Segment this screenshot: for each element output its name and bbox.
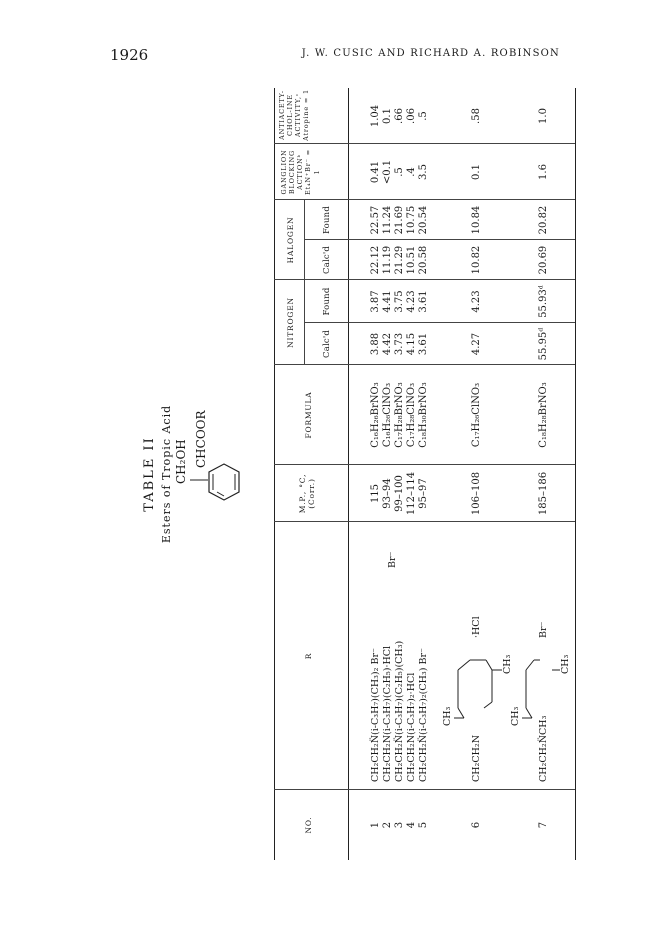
row-3-ganglion: .5 <box>394 167 405 177</box>
row-6-n-found: 4.23 <box>471 290 482 313</box>
row-4-halogen-found: 10.75 <box>406 205 417 235</box>
header-halogen: HALOGEN <box>286 216 295 264</box>
row-4-n-calcd: 4.15 <box>406 332 417 356</box>
row-5-r: CH₂CH₂N̈(i-C₃H₇)₂(CH₃) Br⁻ <box>418 647 429 782</box>
header-bottom-rule <box>348 88 349 860</box>
row-5-no: 5 <box>418 821 429 829</box>
row-6-n-calcd: 4.27 <box>471 332 482 356</box>
row-4-formula: C₁₇H₂₈ClNO₃ <box>406 382 417 448</box>
row-7-methyl-bottom: CH₃ <box>560 654 571 674</box>
row-4-halogen-calcd: 10.51 <box>406 245 417 275</box>
row-7-methyl-top: CH₃ <box>510 706 521 726</box>
row-6-methyl-top: CH₃ <box>442 706 453 726</box>
row-7-ganglion: 1.6 <box>538 164 549 180</box>
row-2-mp: 93–94 <box>382 478 393 509</box>
row-1-no: 1 <box>370 821 381 829</box>
row-6-piperidine-ring <box>452 650 504 730</box>
running-head <box>110 46 560 66</box>
header-halogen-found: Found <box>322 206 332 234</box>
row-5-antiacetyl: .5 <box>418 111 429 121</box>
nitrogen-subheader-rule <box>304 280 305 365</box>
header-formula: FORMULA <box>304 391 313 439</box>
row-1-n-calcd: 3.88 <box>370 332 381 356</box>
table-bottom-rule <box>575 88 576 860</box>
header-nitrogen: NITROGEN <box>286 297 295 348</box>
row-7-halogen-calcd: 20.69 <box>538 245 549 275</box>
row-7-formula: C₁₈H₂₈BrNO₃ <box>538 382 549 448</box>
row-6-r: CH₂CH₂N <box>471 734 482 782</box>
table-subtitle: Esters of Tropic Acid <box>160 404 173 544</box>
row-4-antiacetyl: .06 <box>406 108 417 124</box>
row-3-halogen-found: 21.69 <box>394 205 405 235</box>
row-7-no: 7 <box>538 821 549 829</box>
row-4-n-found: 4.23 <box>406 290 417 313</box>
row-3-n-found: 3.75 <box>394 290 405 313</box>
row-7-mp: 185–186 <box>538 471 549 516</box>
row-4-no: 4 <box>406 821 417 829</box>
table-title: TABLE II <box>142 436 157 512</box>
row-7-halogen-found: 20.82 <box>538 205 549 235</box>
header-nitrogen-found: Found <box>322 287 332 316</box>
benzene-ring-structure <box>186 460 246 520</box>
row-3-r-anion: Br⁻ <box>387 551 398 568</box>
header-no: NO. <box>304 816 313 834</box>
row-3-halogen-calcd: 21.29 <box>394 245 405 275</box>
row-1-r: CH₂CH₂N̈(i-C₃H₇)(CH₃)₂ Br⁻ <box>370 647 381 782</box>
row-1-ganglion: 0.41 <box>370 160 381 184</box>
row-6-no: 6 <box>471 821 482 829</box>
row-6-ganglion: 0.1 <box>471 164 482 180</box>
header-nitrogen-calcd: Calc'd <box>322 329 332 359</box>
header-r: R <box>304 652 313 660</box>
row-4-mp: 112–114 <box>406 471 417 516</box>
row-1-antiacetyl: 1.04 <box>370 104 381 128</box>
row-7-n-calcd: 55.95ᵈ <box>538 327 549 361</box>
header-ganglion: GANGLION BLOCKING ACTIONᵇ Et₄N⁺Br⁻ = 1 <box>280 149 321 195</box>
row-1-halogen-calcd: 22.12 <box>370 245 381 275</box>
row-1-halogen-found: 22.57 <box>370 205 381 235</box>
row-5-n-calcd: 3.61 <box>418 332 429 356</box>
row-7-anion: Br⁻ <box>538 621 549 638</box>
row-3-antiacetyl: .66 <box>394 108 405 124</box>
row-5-ganglion: 3.5 <box>418 164 429 180</box>
running-title: J. W. CUSIC AND RICHARD A. ROBINSON <box>301 48 560 59</box>
header-mp: M.P., °C, (Corr.) <box>298 473 317 514</box>
header-antiacetyl: ANTIACETY-CHOL-INE ACTIVITY,ᶜ Atropine = 1 <box>278 89 311 141</box>
row-6-antiacetyl: .58 <box>471 108 482 124</box>
header-halogen-calcd: Calc'd <box>322 245 332 275</box>
row-5-halogen-found: 20.54 <box>418 205 429 235</box>
halogen-subheader-rule <box>304 200 305 280</box>
page-number: 1926 <box>110 46 149 64</box>
row-5-formula: C₁₈H₃₀BrNO₃ <box>418 382 429 448</box>
row-6-salt: ·HCl <box>471 616 482 638</box>
row-6-halogen-calcd: 10.82 <box>471 245 482 275</box>
row-7-n-found: 55.93ᵈ <box>538 285 549 318</box>
row-2-formula: C₁₆H₂₆ClNO₃ <box>382 382 393 448</box>
row-2-antiacetyl: 0.1 <box>382 108 393 124</box>
rotated-table-page <box>142 88 576 860</box>
table-top-rule <box>274 88 275 860</box>
row-2-halogen-calcd: 11.19 <box>382 245 393 275</box>
row-6-methyl-bottom: CH₃ <box>502 654 513 674</box>
column-divider <box>304 322 575 323</box>
row-2-n-found: 4.41 <box>382 290 393 313</box>
row-4-r: CH₂CH₂N(i-C₃H₇)₂·HCl <box>406 672 417 782</box>
row-2-halogen-found: 11.24 <box>382 205 393 235</box>
row-3-no: 3 <box>394 821 405 829</box>
row-1-n-found: 3.87 <box>370 290 381 313</box>
row-1-mp: 115 <box>370 483 381 504</box>
row-5-halogen-calcd: 20.58 <box>418 245 429 275</box>
row-2-n-calcd: 4.42 <box>382 332 393 356</box>
row-3-mp: 99–100 <box>394 475 405 512</box>
table-title-block <box>142 88 274 860</box>
structure-side-group: CHCOOR <box>194 410 208 468</box>
row-7-antiacetyl: 1.0 <box>538 108 549 124</box>
row-7-r: CH₂CH₂N̈CH₃ <box>538 715 549 782</box>
row-2-ganglion: <0.1 <box>382 159 393 185</box>
structure-top-group: CH₂OH <box>174 439 188 484</box>
row-6-mp: 106–108 <box>471 471 482 516</box>
row-6-halogen-found: 10.84 <box>471 205 482 235</box>
row-3-formula: C₁₇H₂₈BrNO₃ <box>394 382 405 448</box>
row-5-mp: 95–97 <box>418 478 429 509</box>
row-2-no: 2 <box>382 821 393 829</box>
row-3-r: CH₂CH₂N̈(i-C₃H₇)(C₂H₅)(CH₃) <box>394 640 405 782</box>
column-divider <box>304 239 575 240</box>
row-5-n-found: 3.61 <box>418 290 429 313</box>
row-2-r: CH₂CH₂N(i-C₃H₇)(C₂H₅)·HCl <box>382 645 393 782</box>
row-3-n-calcd: 3.73 <box>394 332 405 356</box>
row-6-formula: C₁₇H₂₆ClNO₃ <box>471 382 482 448</box>
row-4-ganglion: .4 <box>406 167 417 177</box>
row-1-formula: C₁₆H₂₆BrNO₃ <box>370 382 381 448</box>
row-7-piperidine-ring <box>520 650 562 730</box>
data-table <box>274 88 576 860</box>
